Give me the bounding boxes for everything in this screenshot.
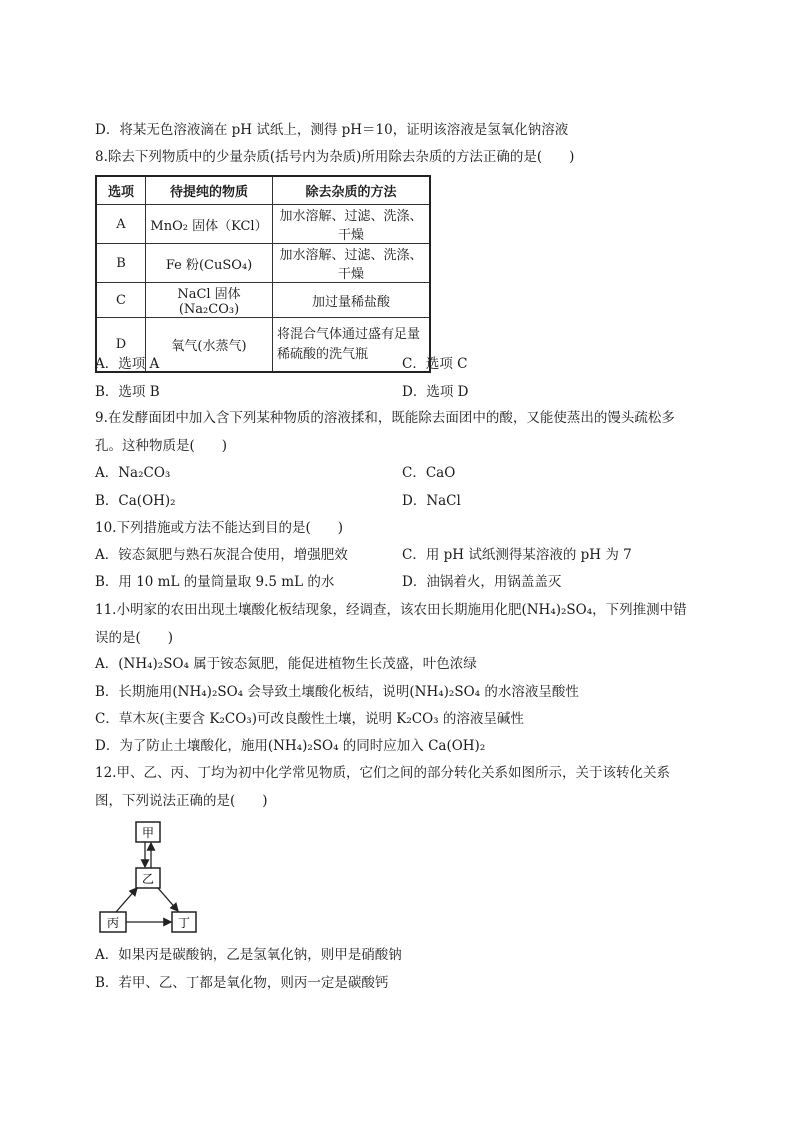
- q10-stem: 10.下列措施或方法不能达到目的是( ): [95, 520, 344, 536]
- q11-option-a: A．(NH₄)₂SO₄ 属于铵态氮肥，能促进植物生长茂盛，叶色浓绿: [95, 656, 477, 672]
- q10-option-d: D．油锅着火，用锅盖盖灭: [402, 574, 562, 590]
- q10-option-c: C．用 pH 试纸测得某溶液的 pH 为 7: [402, 547, 632, 563]
- table-cell: 氧气(水蒸气): [146, 318, 273, 373]
- q10-option-b: B．用 10 mL 的量筒量取 9.5 mL 的水: [95, 574, 335, 590]
- q9-option-d: D．NaCl: [402, 493, 461, 509]
- q12-option-b: B．若甲、乙、丁都是氧化物，则丙一定是碳酸钙: [95, 975, 389, 991]
- table-header: 除去杂质的方法: [273, 176, 431, 205]
- q11-option-c: C．草木灰(主要含 K₂CO₃)可改良酸性土壤，说明 K₂CO₃ 的溶液呈碱性: [95, 711, 524, 727]
- table-cell: A: [96, 205, 146, 244]
- table-header: 待提纯的物质: [146, 176, 273, 205]
- method-line: 稀硫酸的洗气瓶: [277, 346, 369, 362]
- table-cell: B: [96, 244, 146, 283]
- table-header: 选项: [96, 176, 146, 205]
- table-cell: C: [96, 283, 146, 318]
- q8-option-c: C．选项 C: [402, 356, 468, 372]
- q11-option-d: D．为了防止土壤酸化，施用(NH₄)₂SO₄ 的同时应加入 Ca(OH)₂: [95, 738, 486, 754]
- q8-option-d: D．选项 D: [402, 384, 469, 400]
- q8-option-b: B．选项 B: [95, 384, 160, 400]
- q9-stem-line2: 孔。这种物质是( ): [95, 438, 228, 454]
- table-cell: 加水溶解、过滤、洗涤、干燥: [273, 205, 431, 244]
- table-cell: D: [96, 318, 146, 373]
- q9-stem-line1: 9.在发酵面团中加入含下列某种物质的溶液揉和，既能除去面团中的酸，又能使蒸出的馒头疏松多: [95, 410, 675, 426]
- q7-option-d: D．将某无色溶液滴在 pH 试纸上，测得 pH＝10，证明该溶液是氢氧化钠溶液: [95, 122, 569, 138]
- table-cell: 加过量稀盐酸: [273, 283, 431, 318]
- table-row: [96, 283, 430, 318]
- conversion-diagram: [98, 820, 198, 935]
- q11-option-b: B．长期施用(NH₄)₂SO₄ 会导致土壤酸化板结，说明(NH₄)₂SO₄ 的水溶液呈酸性: [95, 684, 579, 700]
- node-jia-label: 甲: [141, 826, 155, 840]
- q9-option-c: C．CaO: [402, 465, 456, 481]
- arrow-yi-to-ding: [158, 888, 178, 911]
- q11-stem-line1: 11.小明家的农田出现土壤酸化板结现象，经调查，该农田长期施用化肥(NH₄)₂SO₄，下列推测中错: [95, 602, 687, 618]
- node-bing-label: 丙: [106, 916, 120, 930]
- q8-stem: 8.除去下列物质中的少量杂质(括号内为杂质)所用除去杂质的方法正确的是( ): [95, 149, 575, 165]
- table-cell: NaCl 固体(Na₂CO₃): [146, 283, 273, 318]
- q9-option-b: B．Ca(OH)₂: [95, 493, 176, 509]
- table-cell: MnO₂ 固体（KCl）: [146, 205, 273, 244]
- table-cell: 加水溶解、过滤、洗涤、干燥: [273, 244, 431, 283]
- node-ding-label: 丁: [177, 916, 191, 930]
- method-line: 将混合气体通过盛有足量: [277, 326, 421, 342]
- q12-stem-line2: 图，下列说法正确的是( ): [95, 793, 268, 809]
- q12-option-a: A．如果丙是碳酸钠，乙是氢氧化钠，则甲是硝酸钠: [95, 947, 402, 963]
- q10-option-a: A．铵态氮肥与熟石灰混合使用，增强肥效: [95, 547, 348, 563]
- q9-option-a: A．Na₂CO₃: [95, 465, 171, 481]
- table-row: [96, 205, 430, 244]
- q8-table: [95, 175, 431, 373]
- q12-stem-line1: 12.甲、乙、丙、丁均为初中化学常见物质，它们之间的部分转化关系如图所示，关于该转化关系: [95, 765, 670, 781]
- arrow-bing-to-yi: [116, 888, 137, 912]
- q8-option-a: A．选项 A: [95, 356, 160, 372]
- node-yi-label: 乙: [141, 872, 155, 886]
- table-cell: Fe 粉(CuSO₄): [146, 244, 273, 283]
- table-row: [96, 244, 430, 283]
- q11-stem-line2: 误的是( ): [95, 630, 174, 646]
